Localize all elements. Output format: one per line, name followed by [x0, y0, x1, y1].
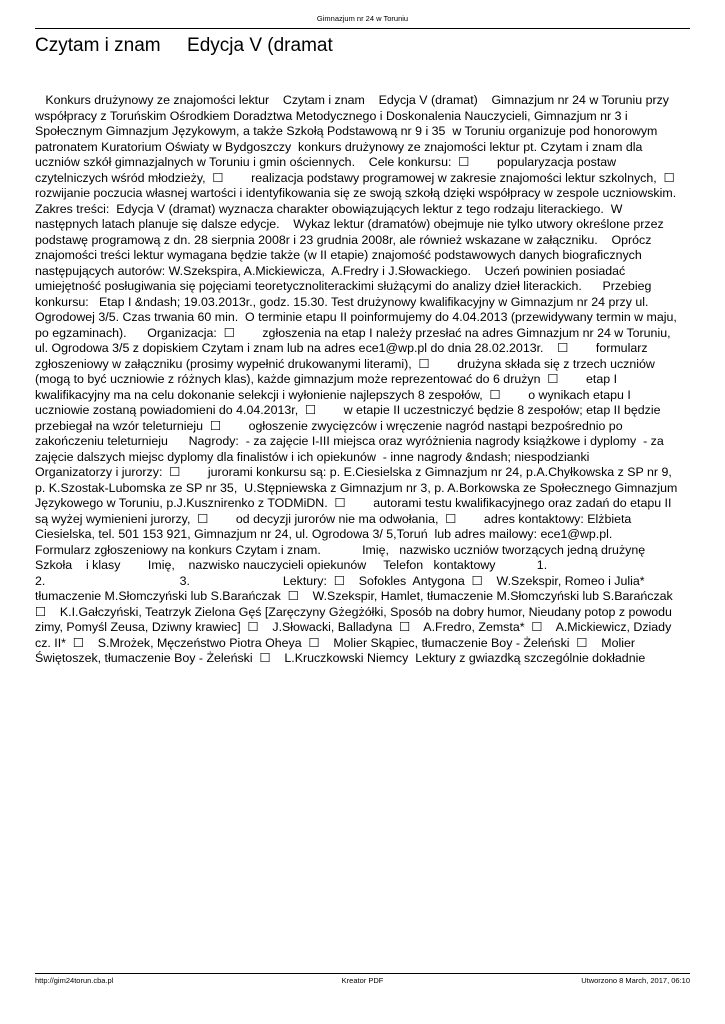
footer-url: http://gim24torun.cba.pl — [35, 976, 114, 985]
header-divider — [35, 28, 690, 29]
footer-generator: Kreator PDF — [341, 976, 384, 985]
page-header: Gimnazjum nr 24 w Toruniu — [316, 14, 409, 23]
article-body: Konkurs drużynowy ze znajomości lektur Czytam i znam Edycja V (dramat) Gimnazjum nr 24 w Toruniu przy współpracy z Toruńskim Ośrodkiem Doradztwa Metodycznego i Doskonalenia Nauczycieli, Gimnazjum nr 3 i Społecznym Gimnazjum Językowym, a także Szkołą Podstawową nr 9 i 35 w Toruniu organizuje pod honorowym patronatem Kuratorium Oświaty w Bydgoszczy konkurs drużynowy ze znajomości lektur pt. Czytam i znam dla uczniów szkół gimnazjalnych w Toruniu i gmin ościennych. Cele konkursu: ☐ popularyzacja postaw czytelniczych wśród młodzieży, ☐ realizacja podstawy programowej w zakresie znajomości lektur szkolnych, ☐ rozwijanie poczucia własnej wartości i identyfikowania się ze swoją szkołą dzięki współpracy w zespole uczniowskim. Zakres treści: Edycja V (dramat) wyznacza charakter obowiązujących lektur z tego rodzaju literackiego. W następnych latach planuje się dalsze edycje. Wykaz lektur (dramatów) obejmuje nie tylko utwory określone przez podstawę programową z dn. 28 sierpnia 2008r i 23 grudnia 2008r, ale również wskazane w załączniku. Oprócz znajomości treści lektur wymagana będzie także (w II etapie) znajomość podstawowych danych biograficznych następujących autorów: W.Szekspira, A.Mickiewicza, A.Fredry i J.Słowackiego. Uczeń powinien posiadać umiejętność posługiwania się pojęciami teoretycznoliterackimi służącymi do analizy dzieł literackich. Przebieg konkursu: Etap I &ndash; 19.03.2013r., godz. 15.30. Test drużynowy kwalifikacyjny w Gimnazjum nr 24 przy ul. Ogrodowej 3/5. Czas trwania 60 min. O terminie etapu II poinformujemy do 4.04.2013 (przewidywany termin w maju, po egzaminach). Organizacja: ☐ zgłoszenia na etap I należy przesłać na adres Gimnazjum nr 24 w Toruniu, ul. Ogrodowa 3/5 z dopiskiem Czytam i znam lub na adres ece1@wp.pl do dnia 28.02.2013r. ☐ formularz zgłoszeniowy w załączniku (prosimy wypełnić drukowanymi literami), ☐ drużyna składa się z trzech uczniów (mogą to być uczniowie z różnych klas), każde gimnazjum może reprezentować do 6 drużyn ☐ etap I kwalifikacyjny ma na celu dokonanie selekcji i wyłonienie najlepszych 8 zespołów, ☐ o wynikach etapu I uczniowie zostaną powiadomieni do 4.04.2013r, ☐ w etapie II uczestniczyć będzie 8 zespołów; etap II będzie przebiegał na wzór teleturnieju ☐ ogłoszenie zwycięzców i wręczenie nagród nastąpi bezpośrednio po zakończeniu teleturnieju Nagrody: - za zajęcie I-III miejsca oraz wyróżnienia nagrody książkowe i dyplomy - za zajęcie dalszych miejsc dyplomy dla finalistów i ich opiekunów - inne nagrody &ndash; niespodzianki Organizatorzy i jurorzy: ☐ jurorami konkursu są: p. E.Ciesielska z Gimnazjum nr 24, p.A.Chyłkowska z SP nr 9, p. K.Szostak-Lubomska ze SP nr 35, U.Stępniewska z Gimnazjum nr 3, p. A.Borkowska ze Społecznego Gimnazjum Językowego w Toruniu, p.J.Kusznirenko z TODMiDN. ☐ autorami testu kwalifikacyjnego oraz zadań do etapu II są wyżej wymienieni jurorzy, ☐ od decyzji jurorów nie ma odwołania, ☐ adres kontaktowy: Elżbieta Ciesielska, tel. 501 153 921, Gimnazjum nr 24, ul. Ogrodowa 3/ 5,Toruń lub adres mailowy: ece1@wp.pl. Formularz zgłoszeniowy na konkurs Czytam i znam. Imię, nazwisko uczniów tworzących jedną drużynę Szkoła i klasy Imię, nazwisko nauczycieli opiekunów Telefon kontaktowy 1. 2. 3. Lektury: ☐ Sofokles Antygona ☐ W.Szekspir, Romeo i Julia* tłumaczenie M.Słomczyński lub S.Barańczak ☐ W.Szekspir, Hamlet, tłumaczenie M.Słomczyński lub S.Barańczak ☐ K.I.Gałczyński, Teatrzyk Zielona Gęś [Zaręczyny Gżegżółki, Sposób na dobry humor, Nieudany potop z powodu zimy, Pomyśl Zeusa, Dziwny krawiec] ☐ J.Słowacki, Balladyna ☐ A.Fredro, Zemsta* ☐ A.Mickiewicz, Dziady cz. II* ☐ S.Mrożek, Męczeństwo Piotra Oheya ☐ Molier Skąpiec, tłumaczenie Boy - Żeleński ☐ Molier Świętoszek, tłumaczenie Boy - Żeleński ☐ L.Kruczkowski Niemcy Lektury z gwiazdką szczególnie dokładnie — [35, 93, 703, 665]
footer-created: Utworzono 8 March, 2017, 06:10 — [581, 976, 690, 985]
page-title: Czytam i znam Edycja V (dramat — [35, 35, 333, 56]
footer-divider — [35, 973, 690, 974]
